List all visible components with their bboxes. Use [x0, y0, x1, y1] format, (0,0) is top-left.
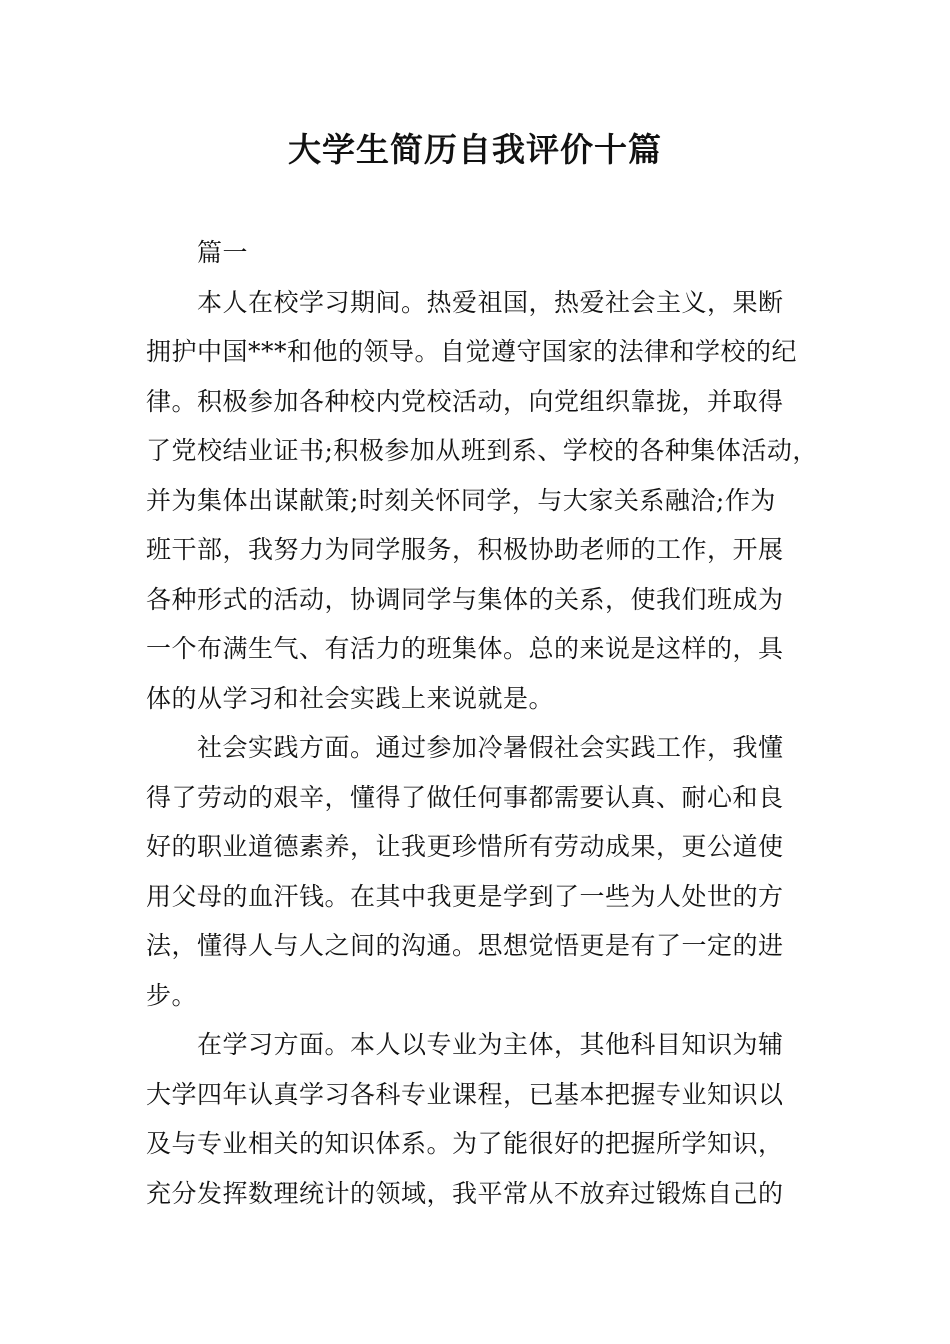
- paragraph-line: 在学习方面。本人以专业为主体，其他科目知识为辅: [197, 1030, 784, 1059]
- document-body: [146, 228, 822, 1218]
- paragraph-line: 各种形式的活动，协调同学与集体的关系，使我们班成为: [146, 584, 784, 614]
- section-heading: 篇一: [197, 238, 249, 267]
- paragraph-1: [146, 278, 822, 724]
- paragraph-line: 用父母的血汗钱。在其中我更是学到了一些为人处世的方: [146, 881, 784, 911]
- paragraph-line: 充分发挥数理统计的领域，我平常从不放弃过锻炼自己的: [146, 1178, 784, 1208]
- paragraph-line: 一个布满生气、有活力的班集体。总的来说是这样的，具: [146, 634, 784, 663]
- paragraph-line: 得了劳动的艰辛，懂得了做任何事都需要认真、耐心和良: [146, 782, 784, 812]
- paragraph-line: 法，懂得人与人之间的沟通。思想觉悟更是有了一定的进: [146, 931, 784, 960]
- paragraph-line: 及与专业相关的知识体系。为了能很好的把握所学知识，: [146, 1129, 784, 1158]
- paragraph-line: 拥护中国***和他的领导。自觉遵守国家的法律和学校的纪: [146, 337, 798, 366]
- paragraph-line: 并为集体出谋献策;时刻关怀同学，与大家关系融洽;作为: [146, 485, 776, 515]
- document-title: 大学生简历自我评价十篇: [288, 130, 662, 169]
- paragraph-2: [146, 723, 822, 1020]
- paragraph-line: 大学四年认真学习各科专业课程，已基本把握专业知识以: [146, 1079, 784, 1109]
- paragraph-line: 了党校结业证书;积极参加从班到系、学校的各种集体活动，: [146, 436, 818, 465]
- paragraph-line: 班干部，我努力为同学服务，积极协助老师的工作，开展: [146, 535, 784, 564]
- paragraph-line: 体的从学习和社会实践上来说就是。: [146, 683, 555, 713]
- paragraph-line: 社会实践方面。通过参加冷暑假社会实践工作，我懂: [197, 733, 784, 762]
- paragraph-line: 律。积极参加各种校内党校活动，向党组织靠拢，并取得: [146, 386, 784, 416]
- paragraph-3: [146, 1020, 822, 1218]
- paragraph-line: 步。: [146, 980, 198, 1010]
- paragraph-line: 本人在校学习期间。热爱祖国，热爱社会主义，果断: [197, 287, 784, 317]
- paragraph-line: 好的职业道德素养，让我更珍惜所有劳动成果，更公道使: [146, 832, 784, 861]
